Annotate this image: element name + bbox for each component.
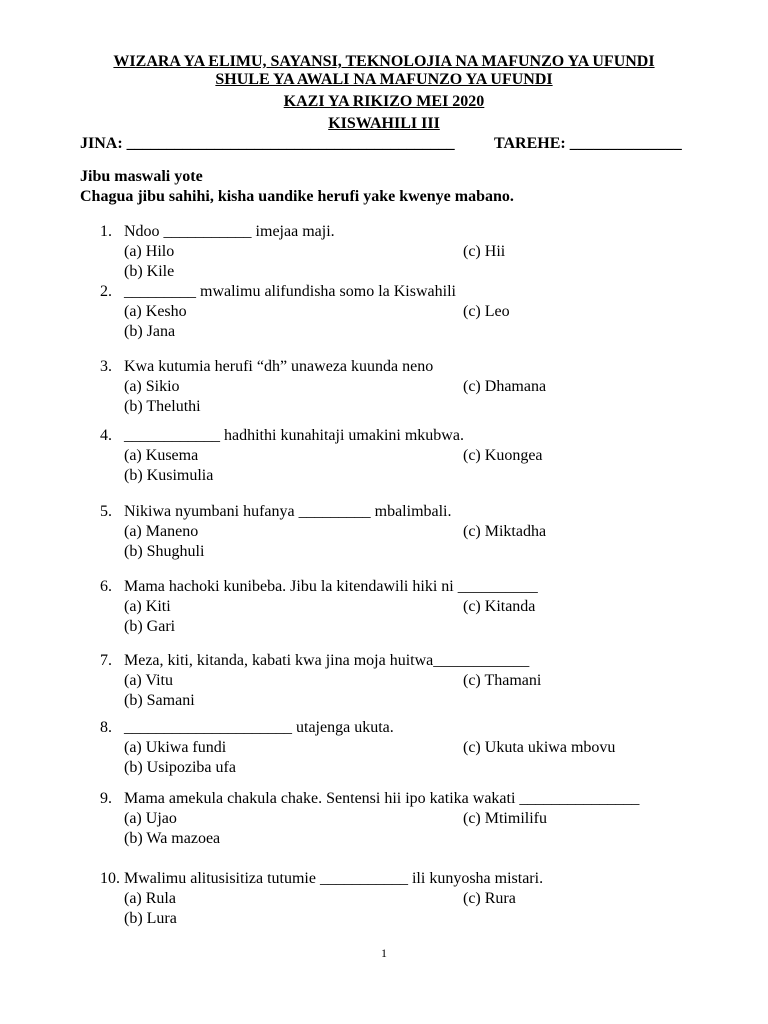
option-c: (c) Ukuta ukiwa mbovu xyxy=(463,739,616,756)
option-a: (a) Ukiwa fundi xyxy=(124,739,227,756)
option-b: (b) Lura xyxy=(124,910,177,927)
question-number: 3. xyxy=(100,358,112,375)
option-c: (c) Kuongea xyxy=(463,447,543,464)
question-text: Mama amekula chakula chake. Sentensi hii ipo katika wakati _______________ xyxy=(124,790,640,807)
question-number: 1. xyxy=(100,223,112,240)
option-a: (a) Hilo xyxy=(124,243,175,260)
question-text: Ndoo ___________ imejaa maji. xyxy=(124,223,335,240)
question-number: 9. xyxy=(100,790,112,807)
question-number: 4. xyxy=(100,427,112,444)
question-number: 5. xyxy=(100,503,112,520)
question-number: 10. xyxy=(100,870,120,887)
option-b: (b) Kile xyxy=(124,263,175,280)
option-a: (a) Maneno xyxy=(124,523,199,540)
question-text: Kwa kutumia herufi “dh” unaweza kuunda neno xyxy=(124,358,434,375)
option-b: (b) Gari xyxy=(124,618,176,635)
question-number: 8. xyxy=(100,719,112,736)
question-text: ____________ hadhithi kunahitaji umakini mkubwa. xyxy=(124,427,464,444)
school-title: SHULE YA AWALI NA MAFUNZO YA UFUNDI xyxy=(215,71,553,88)
name-field: JINA: _________________________________________ xyxy=(80,135,455,152)
option-b: (b) Samani xyxy=(124,692,195,709)
option-c: (c) Thamani xyxy=(463,672,542,689)
option-a: (a) Vitu xyxy=(124,672,173,689)
question-text: Nikiwa nyumbani hufanya _________ mbalimbali. xyxy=(124,503,452,520)
option-b: (b) Theluthi xyxy=(124,398,201,415)
option-a: (a) Sikio xyxy=(124,378,180,395)
instruction-line-2: Chagua jibu sahihi, kisha uandike herufi yake kwenye mabano. xyxy=(80,188,514,205)
option-a: (a) Ujao xyxy=(124,810,177,827)
page-number: 1 xyxy=(381,946,387,960)
question-text: _____________________ utajenga ukuta. xyxy=(124,719,394,736)
subject-title: KISWAHILI III xyxy=(328,115,440,132)
option-c: (c) Leo xyxy=(463,303,510,320)
option-c: (c) Dhamana xyxy=(463,378,547,395)
option-c: (c) Kitanda xyxy=(463,598,536,615)
option-c: (c) Miktadha xyxy=(463,523,547,540)
option-a: (a) Kiti xyxy=(124,598,171,615)
option-b: (b) Kusimulia xyxy=(124,467,214,484)
option-c: (c) Rura xyxy=(463,890,516,907)
option-b: (b) Jana xyxy=(124,323,176,340)
option-a: (a) Kesho xyxy=(124,303,187,320)
assignment-title: KAZI YA RIKIZO MEI 2020 xyxy=(283,93,485,110)
instruction-line-1: Jibu maswali yote xyxy=(80,168,203,185)
date-field: TAREHE: ______________ xyxy=(494,135,682,152)
option-c: (c) Hii xyxy=(463,243,506,260)
question-text: Mwalimu alitusisitiza tutumie ___________ ili kunyosha mistari. xyxy=(124,870,544,887)
question-number: 7. xyxy=(100,652,112,669)
question-number: 6. xyxy=(100,578,112,595)
question-text: Meza, kiti, kitanda, kabati kwa jina moja huitwa____________ xyxy=(124,652,530,669)
question-text: Mama hachoki kunibeba. Jibu la kitendawili hiki ni __________ xyxy=(124,578,538,595)
option-b: (b) Usipoziba ufa xyxy=(124,759,236,776)
option-c: (c) Mtimilifu xyxy=(463,810,547,827)
question-text: _________ mwalimu alifundisha somo la Kiswahili xyxy=(124,283,456,300)
option-a: (a) Kusema xyxy=(124,447,199,464)
option-a: (a) Rula xyxy=(124,890,176,907)
option-b: (b) Shughuli xyxy=(124,543,205,560)
question-number: 2. xyxy=(100,283,112,300)
ministry-title: WIZARA YA ELIMU, SAYANSI, TEKNOLOJIA NA MAFUNZO YA UFUNDI xyxy=(113,53,655,70)
option-b: (b) Wa mazoea xyxy=(124,830,221,847)
